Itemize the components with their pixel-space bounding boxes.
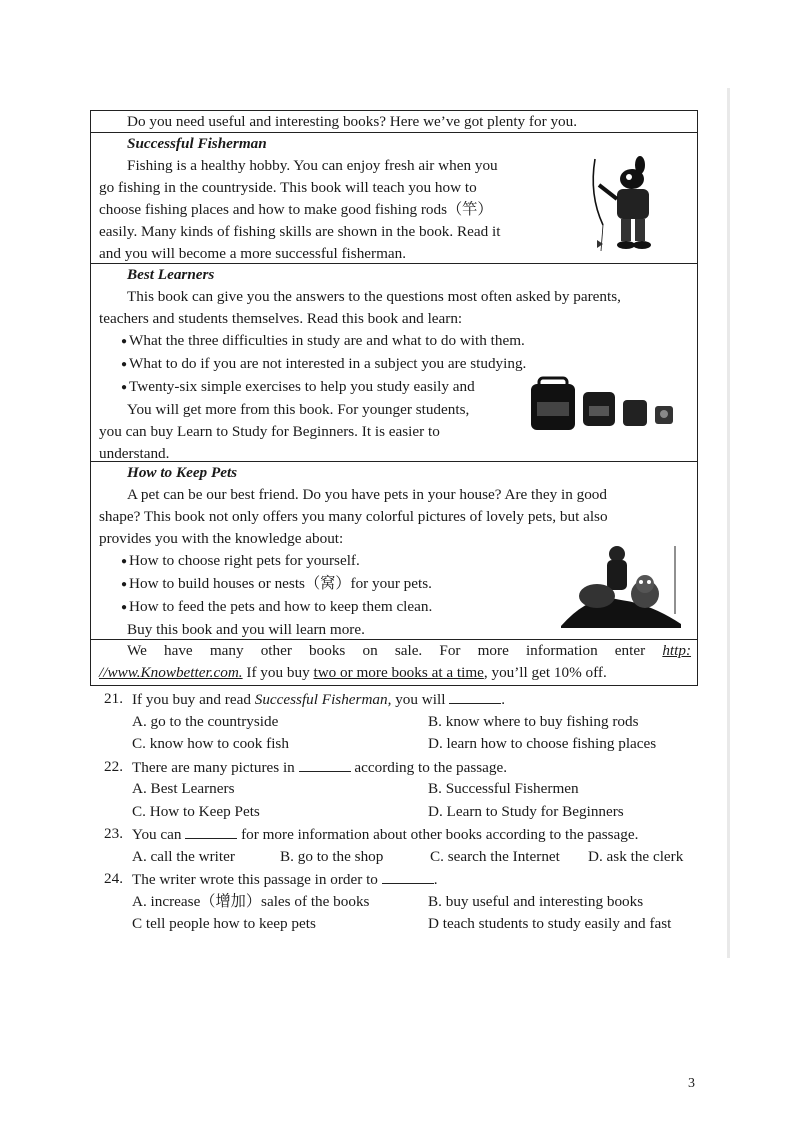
- question-text: according to the passage.: [354, 758, 508, 776]
- option-d[interactable]: D. learn how to choose fishing places: [428, 735, 657, 752]
- options-row: [104, 778, 724, 801]
- question-text: The writer wrote this passage in order to: [132, 871, 378, 888]
- option-c[interactable]: C tell people how to keep pets: [132, 915, 316, 932]
- question-stem: [104, 868, 724, 891]
- option-a[interactable]: A. Best Learners: [132, 780, 235, 797]
- bullet-item: ● What to do if you are not interested in a subject you are studying.: [91, 353, 697, 376]
- footer-line-2: [91, 662, 697, 684]
- options-row: [104, 891, 724, 914]
- passage-line: Buy this book and you will learn more.: [127, 621, 365, 638]
- answer-blank[interactable]: [299, 756, 351, 772]
- page-edge-shadow: [727, 88, 730, 958]
- answer-blank[interactable]: [185, 823, 237, 839]
- passage-line: easily. Many kinds of fishing skills are shown in the book. Read it: [99, 223, 501, 240]
- option-c[interactable]: C. search the Internet: [430, 847, 560, 865]
- question-number: 23.: [104, 825, 123, 842]
- pets-illustration: [561, 544, 685, 628]
- passage-line: This book can give you the answers to the questions most often asked by parents,: [127, 288, 621, 305]
- question-text: You can: [132, 826, 182, 843]
- question-number: 22.: [104, 757, 123, 775]
- answer-blank[interactable]: [449, 688, 501, 704]
- passage-line: provides you with the knowledge about:: [99, 530, 344, 547]
- bullet-item: ● How to choose right pets for yourself.: [91, 550, 531, 573]
- passage-line: choose fishing places and how to make good fishing rods（竿）: [99, 201, 493, 218]
- section-how-to-keep-pets: [91, 462, 697, 640]
- passage-line: shape? This book not only offers you many colorful pictures of lovely pets, but also: [99, 508, 608, 525]
- bullet-item: ● How to feed the pets and how to keep them clean.: [91, 596, 531, 619]
- option-c[interactable]: C. How to Keep Pets: [132, 802, 260, 820]
- option-c[interactable]: C. know how to cook fish: [132, 735, 289, 752]
- question-number: 21.: [104, 690, 123, 707]
- bullet-item: ● Twenty-six simple exercises to help you study easily and: [91, 376, 697, 399]
- bullet-item: ● How to build houses or nests（窝）for your pets.: [91, 573, 531, 596]
- question-stem: [104, 688, 724, 711]
- passage-line: and you will become a more successful fisherman.: [99, 245, 407, 262]
- passage-line: you can buy Learn to Study for Beginners. It is easier to: [99, 423, 440, 440]
- question-text: .: [501, 691, 506, 708]
- footer-text: If you buy: [242, 664, 314, 681]
- backpacks-illustration: [529, 376, 689, 432]
- fisherman-illustration: [587, 155, 667, 260]
- book-title: Successful Fisherman,: [254, 691, 392, 708]
- section-successful-fisherman: [91, 133, 697, 264]
- passage-line: Fishing is a healthy hobby. You can enjoy fresh air when you: [127, 157, 498, 174]
- footer-line-1: [91, 640, 697, 662]
- advertisement-box: [90, 110, 698, 686]
- question-text: If you buy and read: [132, 691, 255, 708]
- options-row: [104, 846, 724, 869]
- option-a[interactable]: A. go to the countryside: [132, 712, 279, 730]
- section-title: Successful Fisherman: [127, 135, 267, 152]
- question-text: .: [433, 871, 438, 888]
- passage-line: go fishing in the countryside. This book will teach you how to: [99, 179, 477, 196]
- question-text: There are many pictures in: [132, 758, 295, 776]
- option-b[interactable]: B. go to the shop: [280, 847, 384, 865]
- passage-line: A pet can be our best friend. Do you have pets in your house? Are they in good: [127, 486, 607, 503]
- options-row: [104, 733, 724, 756]
- passage-line: understand.: [99, 445, 170, 462]
- question-stem: [104, 756, 724, 779]
- section-title: Best Learners: [127, 266, 215, 283]
- option-b[interactable]: B. buy useful and interesting books: [428, 892, 644, 910]
- website-link-end[interactable]: //www.Knowbetter.com.: [99, 664, 243, 681]
- footer-text: , you’ll get 10% off.: [483, 664, 607, 681]
- options-row: [104, 711, 724, 734]
- question-stem: [104, 823, 724, 846]
- option-b[interactable]: B. Successful Fishermen: [428, 780, 579, 797]
- option-d[interactable]: D. ask the clerk: [588, 847, 684, 865]
- footer-text: We have many other books on sale. For more information enter: [127, 642, 646, 659]
- question-text: for more information about other books according to the passage.: [241, 826, 639, 843]
- option-a[interactable]: A. call the writer: [132, 847, 235, 865]
- intro-line: Do you need useful and interesting books? Here we’ve got plenty for you.: [91, 111, 697, 133]
- bullet-item: ● What the three difficulties in study are and what to do with them.: [91, 330, 697, 353]
- option-d[interactable]: D teach students to study easily and fast: [428, 915, 672, 932]
- page-number: 3: [688, 1076, 695, 1091]
- section-title: How to Keep Pets: [127, 464, 238, 481]
- section-more-books: [91, 640, 697, 683]
- option-a[interactable]: A. increase（增加）sales of the books: [132, 892, 370, 910]
- question-number: 24.: [104, 870, 123, 887]
- options-row: [104, 913, 724, 936]
- passage-line: You will get more from this book. For younger students,: [127, 401, 470, 418]
- option-b[interactable]: B. know where to buy fishing rods: [428, 712, 639, 730]
- question-text: you will: [391, 691, 446, 708]
- option-d[interactable]: D. Learn to Study for Beginners: [428, 802, 624, 820]
- questions-list: [104, 688, 724, 936]
- answer-blank[interactable]: [382, 868, 434, 884]
- passage-line: teachers and students themselves. Read this book and learn:: [99, 310, 463, 327]
- website-link-start[interactable]: http:: [662, 642, 692, 659]
- discount-condition: two or more books at a time: [313, 664, 484, 681]
- options-row: [104, 801, 724, 824]
- section-best-learners: [91, 264, 697, 462]
